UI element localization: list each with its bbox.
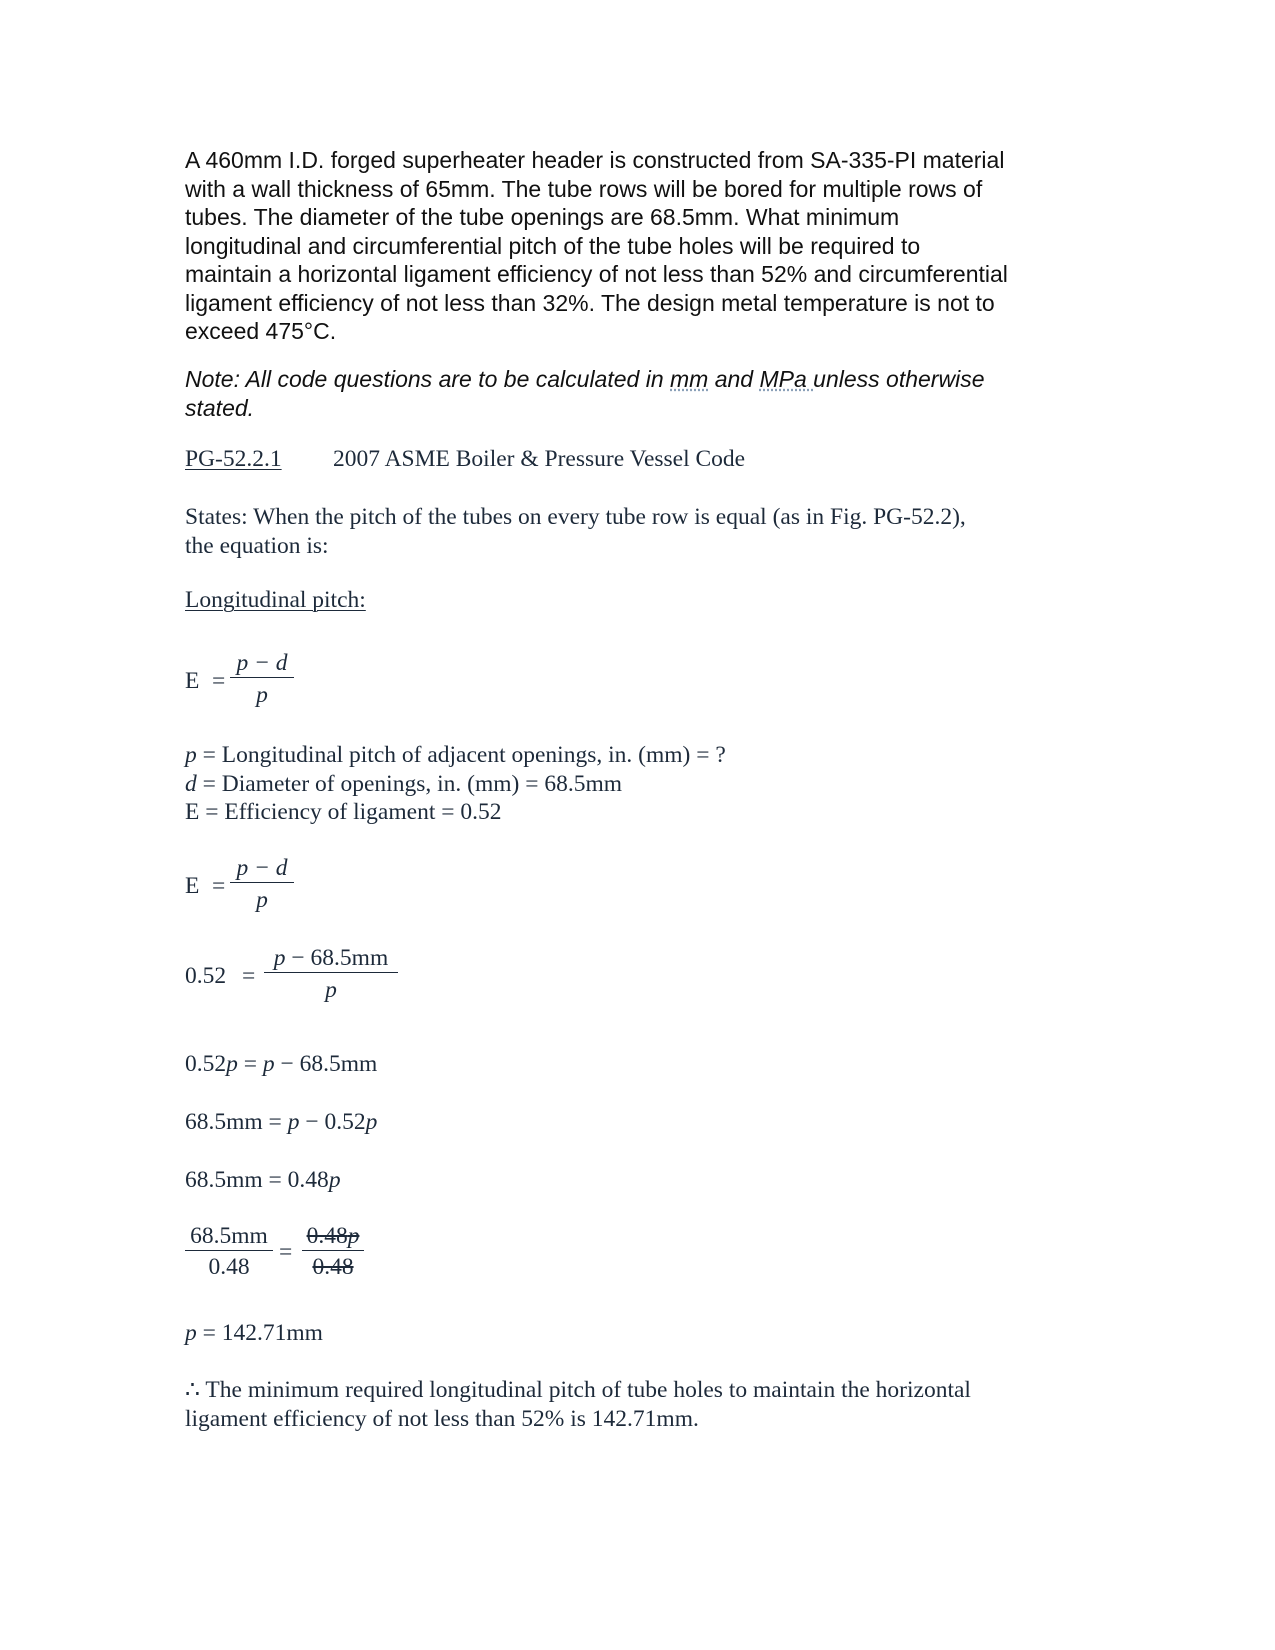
step-text: − 68.5mm <box>274 1051 378 1077</box>
step-2 <box>185 1109 377 1136</box>
note-text: Note: All code questions are to be calculated in <box>185 366 670 392</box>
eq3-lhs: 0.52 <box>185 963 227 989</box>
var-d: d <box>185 770 197 797</box>
eq4-right-fraction <box>302 1223 364 1281</box>
var-p: p <box>328 1167 341 1193</box>
problem-line: ligament efficiency of not less than 32%. The design metal temperature is not to <box>185 289 995 316</box>
step-text: 68.5mm = 0.48 <box>185 1167 329 1193</box>
eq3-equals: = <box>242 963 256 989</box>
numerator-text: 0.48 <box>306 1223 348 1249</box>
note-text: and <box>708 366 760 392</box>
problem-line: tubes. The diameter of the tube openings are 68.5mm. What minimum <box>185 204 900 230</box>
eq4-left-denominator: 0.48 <box>208 1254 250 1280</box>
step-3 <box>185 1167 341 1194</box>
step-text: − 0.52 <box>299 1109 366 1135</box>
note-line-2: stated. <box>185 394 255 421</box>
step-text: 68.5mm = <box>185 1109 288 1135</box>
fraction-bar <box>230 677 294 678</box>
problem-line: maintain a horizontal ligament efficiency of not less than 52% and circumferential <box>185 261 1008 287</box>
eq4-left-numerator: 68.5mm <box>190 1223 268 1249</box>
problem-statement <box>185 146 1008 346</box>
result-text: = 142.71mm <box>196 1320 323 1346</box>
problem-line: A 460mm I.D. forged superheater header is constructed from SA-335-PI material <box>185 147 1005 173</box>
therefore-symbol: ∴ <box>185 1377 200 1403</box>
states-line: the equation is: <box>185 533 329 559</box>
code-section-link[interactable]: PG-52.2.1 <box>185 446 282 472</box>
states-line: States: When the pitch of the tubes on every tube row is equal (as in Fig. PG-52.2), <box>185 504 966 530</box>
var-p: p <box>262 1051 275 1077</box>
definitions <box>185 741 726 827</box>
eq4-left-fraction <box>185 1223 273 1281</box>
longitudinal-pitch-heading: Longitudinal pitch: <box>185 587 366 613</box>
eq3-numerator <box>264 945 398 972</box>
step-1 <box>185 1051 377 1078</box>
var-p: p <box>185 742 197 768</box>
numerator-text: − 68.5mm <box>285 945 389 971</box>
var-p: p <box>365 1109 378 1135</box>
eq4-right-numerator <box>302 1223 364 1250</box>
var-p: p <box>347 1223 360 1249</box>
eq1-lhs: E <box>185 668 200 694</box>
step-text: = <box>237 1051 263 1077</box>
eq1-fraction <box>230 650 294 709</box>
conclusion-line-1 <box>185 1376 971 1405</box>
note-line-1 <box>185 365 984 394</box>
eq2-denominator: p <box>256 887 268 913</box>
eq4-right-denominator: 0.48 <box>312 1254 354 1280</box>
result <box>185 1320 323 1347</box>
note-text: unless otherwise <box>813 366 985 392</box>
eq3-denominator: p <box>325 977 337 1003</box>
note <box>185 365 984 422</box>
eq1-denominator: p <box>256 682 268 708</box>
definition-text: = Longitudinal pitch of adjacent openings, in. (mm) = ? <box>196 742 726 768</box>
eq2-equals: = <box>212 873 226 899</box>
definition-e: E = Efficiency of ligament = 0.52 <box>185 799 502 825</box>
problem-line: exceed 475°C. <box>185 318 337 344</box>
conclusion-line-2: ligament efficiency of not less than 52% is 142.71mm. <box>185 1405 699 1432</box>
fraction-bar <box>230 882 294 883</box>
fraction-bar <box>302 1250 364 1251</box>
eq4-equals: = <box>279 1239 293 1265</box>
eq1-numerator: p − d <box>236 650 288 676</box>
fraction-bar <box>264 972 398 973</box>
problem-line: with a wall thickness of 65mm. The tube rows will be bored for multiple rows of <box>185 175 983 202</box>
var-p: p <box>185 1320 197 1346</box>
eq2-numerator: p − d <box>236 855 288 881</box>
definition-text: = Diameter of openings, in. (mm) = 68.5mm <box>196 770 623 797</box>
var-p: p <box>287 1109 300 1135</box>
conclusion <box>185 1376 971 1433</box>
conclusion-text: The minimum required longitudinal pitch of tube holes to maintain the horizontal <box>199 1377 971 1403</box>
note-mpa: MPa <box>759 366 814 392</box>
var-p: p <box>273 945 286 971</box>
problem-line: longitudinal and circumferential pitch of the tube holes will be required to <box>185 232 921 259</box>
definition-d <box>185 770 726 799</box>
step-text: 0.52 <box>185 1051 227 1077</box>
states-paragraph <box>185 503 966 561</box>
definition-p <box>185 741 726 770</box>
fraction-bar <box>185 1250 273 1251</box>
var-p: p <box>226 1051 238 1077</box>
code-title: 2007 ASME Boiler & Pressure Vessel Code <box>333 446 746 472</box>
eq1-equals: = <box>212 668 226 694</box>
eq3-fraction <box>264 945 398 1004</box>
note-mm: mm <box>670 366 709 392</box>
eq2-fraction <box>230 855 294 914</box>
eq2-lhs: E <box>185 873 200 899</box>
